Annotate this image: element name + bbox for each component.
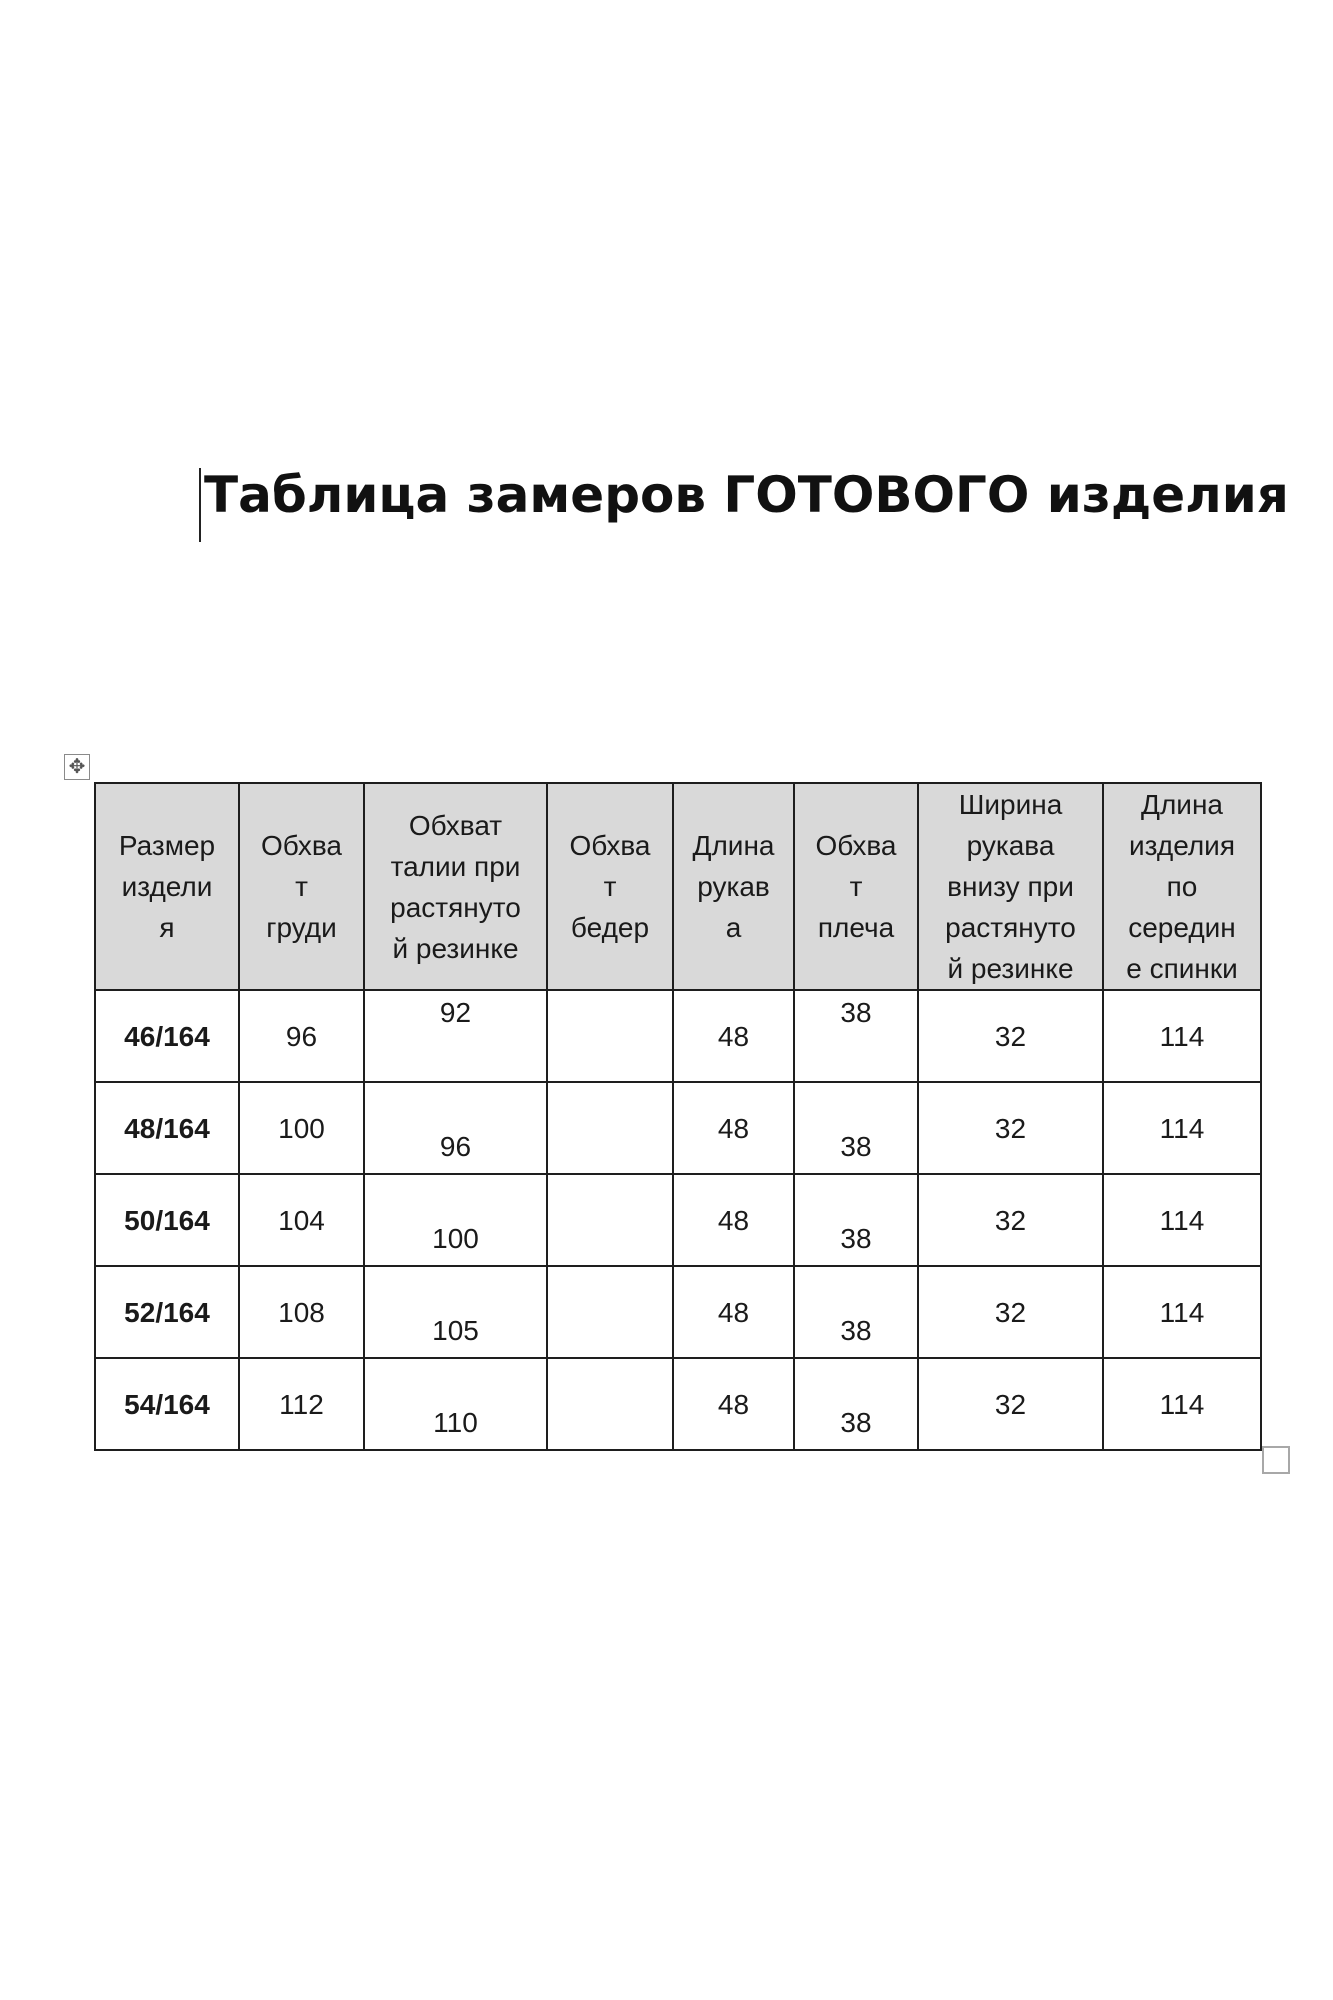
cell-value: 96: [439, 1130, 472, 1162]
header-line: Длина: [1141, 789, 1223, 820]
cell-size: [95, 1174, 239, 1266]
header-line: я: [159, 912, 175, 943]
cell-value: 114: [1159, 1296, 1205, 1328]
cell-value: 104: [278, 1204, 325, 1236]
header-line: растянуто: [945, 912, 1076, 943]
cell-garment-length: [1103, 1082, 1261, 1174]
cell-value: 48: [717, 1296, 750, 1328]
cell-hips: [547, 1358, 673, 1450]
cell-value: 32: [994, 1296, 1027, 1328]
table-move-handle-icon[interactable]: ✥: [64, 754, 90, 780]
cell-chest: [239, 1266, 364, 1358]
header-line: груди: [266, 912, 337, 943]
cell-value: 92: [439, 996, 472, 1028]
cell-size: [95, 990, 239, 1082]
header-line: рукава: [966, 830, 1055, 861]
cell-garment-length: [1103, 1266, 1261, 1358]
cell-value: 48: [717, 1388, 750, 1420]
cell-chest: [239, 990, 364, 1082]
cell-size: [95, 1082, 239, 1174]
cell-sleeve-width: [918, 1082, 1103, 1174]
cell-waist: [364, 1266, 547, 1358]
cell-sleeve-length: [673, 1358, 794, 1450]
header-line: а: [725, 912, 742, 943]
cell-value: 38: [840, 1314, 872, 1346]
cell-garment-length: [1103, 1358, 1261, 1450]
table-header-row: [95, 783, 1261, 990]
cell-value: 38: [840, 1222, 872, 1254]
header-sleeve-length: [673, 783, 794, 990]
header-line: Длина: [692, 830, 775, 861]
cell-shoulder: [794, 1082, 918, 1174]
header-line: изделия: [1129, 830, 1235, 861]
cell-value: 48: [717, 1020, 750, 1052]
cell-value: 100: [278, 1112, 325, 1144]
cell-sleeve-width: [918, 1266, 1103, 1358]
header-chest: [239, 783, 364, 990]
size-table: [94, 782, 1262, 1451]
header-line: т: [295, 871, 308, 902]
header-line: талии при: [390, 850, 521, 882]
cell-hips: [547, 1082, 673, 1174]
cell-chest: [239, 1174, 364, 1266]
cell-shoulder: [794, 1174, 918, 1266]
cell-sleeve-length: [673, 990, 794, 1082]
table-row: [95, 1082, 1261, 1174]
cell-value: 114: [1159, 1020, 1205, 1052]
cell-size: [95, 1358, 239, 1450]
header-waist: [364, 783, 547, 990]
cell-chest: [239, 1358, 364, 1450]
cell-garment-length: [1103, 990, 1261, 1082]
cell-value: 114: [1159, 1112, 1205, 1144]
cell-hips: [547, 990, 673, 1082]
header-line: растянуто: [390, 891, 521, 923]
header-line: середин: [1128, 912, 1236, 943]
cell-size: [95, 1266, 239, 1358]
table-row: [95, 990, 1261, 1082]
table-resize-handle-icon[interactable]: [1262, 1446, 1290, 1474]
cell-hips: [547, 1266, 673, 1358]
cell-value: 50/164: [124, 1204, 210, 1236]
cell-value: 48: [717, 1204, 750, 1236]
cell-waist: [364, 1174, 547, 1266]
header-line: по: [1166, 871, 1198, 902]
cell-shoulder: [794, 990, 918, 1082]
cell-value: 46/164: [124, 1020, 210, 1052]
cell-value: 96: [285, 1020, 318, 1052]
cell-value: 108: [278, 1296, 325, 1328]
header-garment-length: [1103, 783, 1261, 990]
header-line: издели: [121, 871, 213, 902]
cell-value: 114: [1159, 1204, 1205, 1236]
header-line: внизу при: [947, 871, 1074, 902]
cell-value: 114: [1159, 1388, 1205, 1420]
cell-value: 32: [994, 1388, 1027, 1420]
cell-value: 38: [840, 996, 872, 1028]
cell-waist: [364, 1082, 547, 1174]
cell-value: 105: [432, 1314, 479, 1346]
cell-value: 48: [717, 1112, 750, 1144]
cell-sleeve-width: [918, 1358, 1103, 1450]
cell-waist: [364, 990, 547, 1082]
header-size: [95, 783, 239, 990]
text-cursor: [199, 468, 201, 542]
header-line: Обхва: [260, 830, 343, 861]
cell-value: 52/164: [124, 1296, 210, 1328]
table-row: [95, 1358, 1261, 1450]
header-line: Обхва: [815, 830, 897, 861]
cell-sleeve-width: [918, 1174, 1103, 1266]
cell-sleeve-length: [673, 1082, 794, 1174]
cell-value: 38: [840, 1130, 872, 1162]
cell-sleeve-length: [673, 1174, 794, 1266]
header-shoulder: [794, 783, 918, 990]
cell-value: 112: [279, 1388, 324, 1420]
header-line: бедер: [570, 912, 650, 943]
cell-value: 48/164: [124, 1112, 210, 1144]
cell-sleeve-length: [673, 1266, 794, 1358]
header-line: е спинки: [1126, 953, 1238, 984]
header-line: Обхва: [569, 830, 651, 861]
cell-shoulder: [794, 1358, 918, 1450]
cell-garment-length: [1103, 1174, 1261, 1266]
cell-value: 32: [994, 1112, 1027, 1144]
cell-value: 110: [433, 1406, 478, 1438]
header-line: т: [603, 871, 617, 902]
cell-waist: [364, 1358, 547, 1450]
cell-value: 54/164: [124, 1388, 210, 1420]
cell-chest: [239, 1082, 364, 1174]
header-line: Обхват: [408, 809, 503, 841]
header-line: Ширина: [958, 789, 1063, 820]
header-line: й резинке: [392, 932, 519, 964]
cell-hips: [547, 1174, 673, 1266]
header-line: плеча: [817, 912, 895, 943]
header-hips: [547, 783, 673, 990]
cell-value: 100: [432, 1222, 479, 1254]
document-title: Таблица замеров ГОТОВОГО изделия: [204, 466, 1289, 524]
cell-sleeve-width: [918, 990, 1103, 1082]
cell-shoulder: [794, 1266, 918, 1358]
cell-value: 38: [840, 1406, 872, 1438]
cell-value: 32: [994, 1020, 1027, 1052]
cell-value: 32: [994, 1204, 1027, 1236]
header-line: Размер: [118, 830, 216, 861]
table-row: [95, 1266, 1261, 1358]
header-line: рукав: [697, 871, 770, 902]
header-line: й резинке: [947, 953, 1074, 984]
header-sleeve-width: [918, 783, 1103, 990]
header-line: т: [849, 871, 863, 902]
table-row: [95, 1174, 1261, 1266]
